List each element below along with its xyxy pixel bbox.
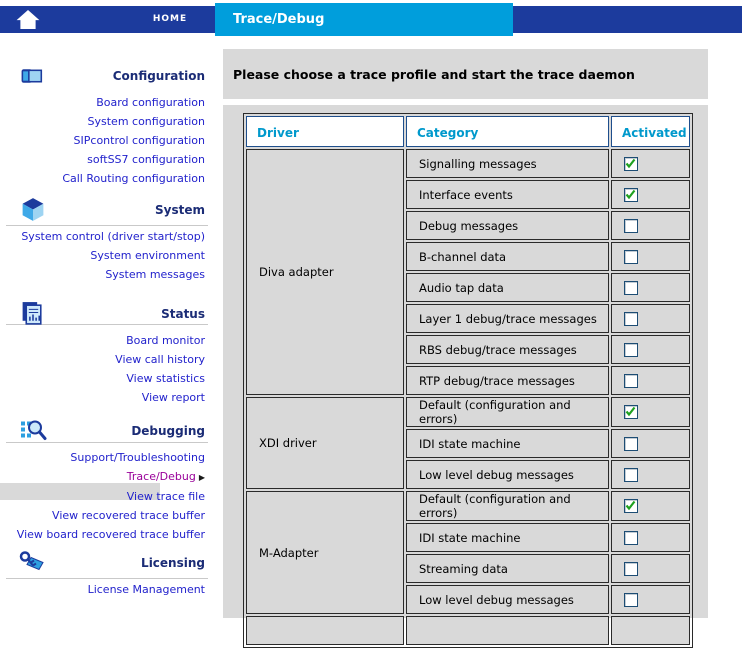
activated-checkbox[interactable]: [624, 499, 638, 513]
nav-home-link[interactable]: HOME: [152, 14, 188, 24]
content-header-band: [223, 49, 708, 99]
sidebar-section-status: [0, 300, 218, 407]
sidebar-section-title: Licensing: [141, 556, 205, 570]
activated-checkbox[interactable]: [624, 437, 638, 451]
tab-trace-debug[interactable]: Trace/Debug: [215, 3, 513, 36]
activated-cell: [611, 149, 690, 178]
activated-cell: [611, 460, 690, 489]
activated-cell: [611, 523, 690, 552]
sidebar-item-system-messages[interactable]: [0, 265, 205, 284]
category-cell: IDI state machine: [406, 429, 609, 458]
category-cell: Default (configuration and errors): [406, 397, 609, 427]
driver-cell-xdi-driver: XDI driver: [246, 397, 404, 489]
activated-cell: [611, 554, 690, 583]
category-cell: RBS debug/trace messages: [406, 335, 609, 364]
sidebar-item-label: View statistics: [126, 372, 205, 385]
category-cell: [406, 616, 609, 645]
activated-checkbox[interactable]: [624, 312, 638, 326]
sidebar-item-board-configuration[interactable]: [0, 93, 205, 112]
sidebar-item-label: softSS7 configuration: [87, 153, 205, 166]
sidebar-section-licensing: [0, 549, 218, 599]
sidebar-section-header: [0, 300, 205, 328]
category-cell: Streaming data: [406, 554, 609, 583]
cube-icon: [19, 196, 47, 223]
sidebar-item-label: Call Routing configuration: [62, 172, 205, 185]
sidebar-item-label: System control (driver start/stop): [21, 230, 205, 243]
sidebar-item-support-troubleshooting[interactable]: [0, 448, 205, 467]
sidebar-item-label: Support/Troubleshooting: [70, 451, 205, 464]
magnifier-icon: [19, 417, 47, 444]
report-icon: [19, 300, 47, 327]
activated-cell: [611, 242, 690, 271]
activated-cell: [611, 585, 690, 614]
activated-checkbox[interactable]: [624, 593, 638, 607]
activated-cell: [611, 211, 690, 240]
sidebar-item-label: Board configuration: [96, 96, 205, 109]
sidebar-item-label: License Management: [87, 583, 205, 596]
category-cell: IDI state machine: [406, 523, 609, 552]
sidebar-item-label: SIPcontrol configuration: [73, 134, 205, 147]
sidebar-item-label: System messages: [105, 268, 205, 281]
table-header-row: [246, 116, 690, 147]
activated-cell: [611, 180, 690, 209]
activated-checkbox[interactable]: [624, 562, 638, 576]
category-cell: Low level debug messages: [406, 460, 609, 489]
sidebar-item-label: View trace file: [126, 490, 205, 503]
sidebar-section-title: Status: [161, 307, 205, 321]
sidebar-item-license-management[interactable]: [0, 580, 205, 599]
sidebar-item-label: System configuration: [87, 115, 205, 128]
sidebar-item-sipcontrol-configuration[interactable]: [0, 131, 205, 150]
sidebar-item-trace-debug[interactable]: [0, 467, 205, 487]
activated-checkbox[interactable]: [624, 374, 638, 388]
sidebar-section-header: [0, 549, 205, 577]
category-cell: Signalling messages: [406, 149, 609, 178]
col-header-driver: Driver: [246, 116, 404, 147]
sidebar-section-system: [0, 196, 218, 284]
activated-cell: [611, 366, 690, 395]
activated-cell: [611, 491, 690, 521]
activated-checkbox[interactable]: [624, 405, 638, 419]
activated-checkbox[interactable]: [624, 343, 638, 357]
activated-checkbox[interactable]: [624, 188, 638, 202]
sidebar-item-label: View call history: [115, 353, 205, 366]
sidebar-section-title: Debugging: [131, 424, 205, 438]
board-connector-icon: [19, 62, 47, 89]
sidebar-item-softss7-configuration[interactable]: [0, 150, 205, 169]
sidebar-item-view-report[interactable]: [0, 388, 205, 407]
sidebar: [0, 36, 218, 618]
sidebar-item-label: System environment: [90, 249, 205, 262]
sidebar-item-label: Trace/Debug: [126, 470, 196, 483]
sidebar-item-view-recovered-trace-buffer[interactable]: [0, 506, 205, 525]
activated-cell: [611, 616, 690, 645]
activated-checkbox[interactable]: [624, 219, 638, 233]
category-cell: Low level debug messages: [406, 585, 609, 614]
table-row: [246, 616, 690, 645]
table-row: [246, 491, 690, 521]
activated-cell: [611, 273, 690, 302]
activated-checkbox[interactable]: [624, 157, 638, 171]
trace-profile-table: [243, 113, 693, 648]
category-cell: Default (configuration and errors): [406, 491, 609, 521]
activated-checkbox[interactable]: [624, 468, 638, 482]
activated-checkbox[interactable]: [624, 281, 638, 295]
category-cell: Debug messages: [406, 211, 609, 240]
activated-cell: [611, 304, 690, 333]
sidebar-section-header: [0, 62, 205, 90]
active-item-arrow-icon: ▶: [198, 473, 205, 482]
sidebar-item-view-call-history[interactable]: [0, 350, 205, 369]
activated-checkbox[interactable]: [624, 531, 638, 545]
table-row: [246, 397, 690, 427]
activated-cell: [611, 429, 690, 458]
activated-checkbox[interactable]: [624, 250, 638, 264]
table-row: [246, 149, 690, 178]
driver-cell-diva-adapter: Diva adapter: [246, 149, 404, 395]
sidebar-item-view-trace-file[interactable]: [0, 487, 205, 506]
driver-cell-m-adapter: M-Adapter: [246, 491, 404, 614]
category-cell: Audio tap data: [406, 273, 609, 302]
content-panel: [223, 105, 708, 618]
col-header-category: Category: [406, 116, 609, 147]
sidebar-item-system-control-driver-start-stop[interactable]: [0, 227, 205, 246]
sidebar-item-view-board-recovered-trace-buffer[interactable]: [0, 525, 205, 544]
sidebar-section-header: [0, 417, 205, 445]
category-cell: B-channel data: [406, 242, 609, 271]
sidebar-section-title: Configuration: [112, 69, 205, 83]
category-cell: Layer 1 debug/trace messages: [406, 304, 609, 333]
activated-cell: [611, 397, 690, 427]
col-header-activated: Activated: [611, 116, 690, 147]
sidebar-item-label: View report: [141, 391, 205, 404]
activated-cell: [611, 335, 690, 364]
sidebar-section-title: System: [155, 203, 205, 217]
driver-cell-blank: [246, 616, 404, 645]
sidebar-item-view-statistics[interactable]: [0, 369, 205, 388]
category-cell: RTP debug/trace messages: [406, 366, 609, 395]
sidebar-item-board-monitor[interactable]: [0, 331, 205, 350]
sidebar-item-label: View board recovered trace buffer: [16, 528, 205, 541]
sidebar-item-label: Board monitor: [126, 334, 205, 347]
page-title: Please choose a trace profile and start the trace daemon: [233, 67, 635, 82]
home-icon[interactable]: [15, 10, 41, 29]
sidebar-item-label: View recovered trace buffer: [52, 509, 205, 522]
sidebar-item-call-routing-configuration[interactable]: [0, 169, 205, 188]
sidebar-item-system-configuration[interactable]: [0, 112, 205, 131]
sidebar-section-configuration: [0, 62, 218, 188]
key-icon: [19, 549, 47, 576]
sidebar-section-debugging: [0, 417, 218, 544]
category-cell: Interface events: [406, 180, 609, 209]
sidebar-item-system-environment[interactable]: [0, 246, 205, 265]
sidebar-section-header: [0, 196, 205, 224]
